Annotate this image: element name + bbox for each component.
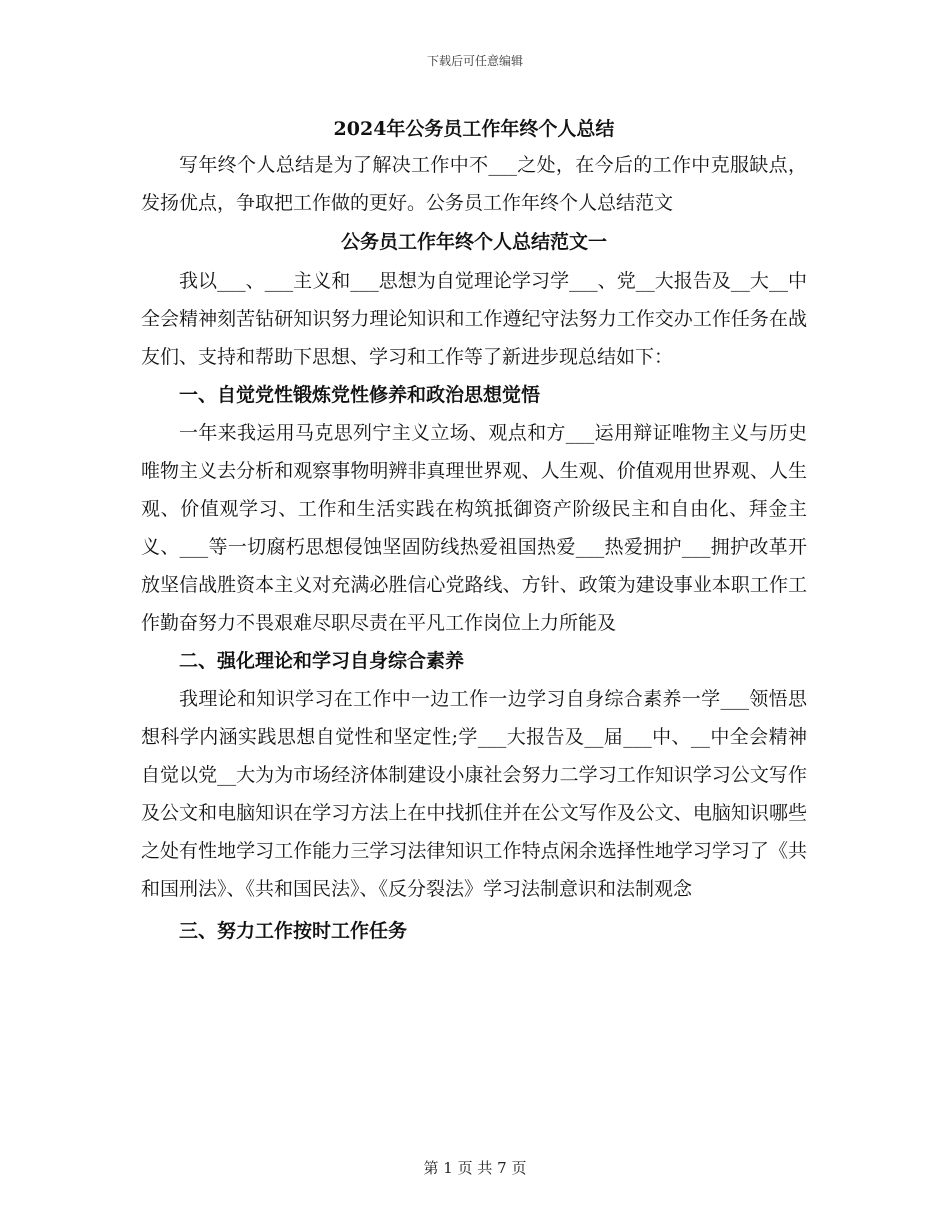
- document-body: [141, 112, 807, 950]
- paragraph-3: 我理论和知识学习在工作中一边工作一边学习自身综合素养一学___领悟思想科学内涵实践思想自觉性和坚定性;学___大报告及__届___中、__中全会精神自觉以党__大为为市场经济体制建设小康社会努力二学习工作知识学习公文写作及公文和电脑知识在学习方法上在中找抓住并在公文写作及公文、电脑知识哪些之处有性地学习工作能力三学习法律知识工作特点闲余选择性地学习学习了《共和国刑法》、《共和国民法》、《反分裂法》学习法制意识和法制观念: [141, 688, 807, 900]
- page-footer: 第 1 页 共 7 页: [423, 1159, 527, 1177]
- heading-1: 一、自觉党性锻炼党性修养和政治思想觉悟: [179, 384, 541, 406]
- intro-paragraph: 写年终个人总结是为了解决工作中不___之处，在今后的工作中克服缺点，发扬优点，争取把工作做的更好。公务员工作年终个人总结范文: [141, 154, 807, 214]
- paragraph-1: 我以___、___主义和___思想为自觉理论学习学___、党__大报告及__大__中全会精神刻苦钻研知识努力理论知识和工作遵纪守法努力工作交办工作任务在战友们、支持和帮助下思想、学习和工作等了新进步现总结如下：: [141, 270, 807, 368]
- page-header: 下载后可任意编辑: [426, 54, 523, 68]
- document-title: 2024年公务员工作年终个人总结: [333, 118, 615, 140]
- section-subtitle: 公务员工作年终个人总结范文一: [340, 231, 607, 253]
- heading-2: 二、强化理论和学习自身综合素养: [179, 650, 465, 672]
- heading-3: 三、努力工作按时工作任务: [179, 920, 408, 942]
- paragraph-2: 一年来我运用马克思列宁主义立场、观点和方___运用辩证唯物主义与历史唯物主义去分析和观察事物明辨非真理世界观、人生观、价值观用世界观、人生观、价值观学习、工作和生活实践在构筑抵御资产阶级民主和自由化、拜金主义、___等一切腐朽思想侵蚀坚固防线热爱祖国热爱___热爱拥护___拥护改革开放坚信战胜资本主义对充满必胜信心党路线、方针、政策为建设事业本职工作工作勤奋努力不畏艰难尽职尽责在平凡工作岗位上力所能及: [141, 422, 807, 634]
